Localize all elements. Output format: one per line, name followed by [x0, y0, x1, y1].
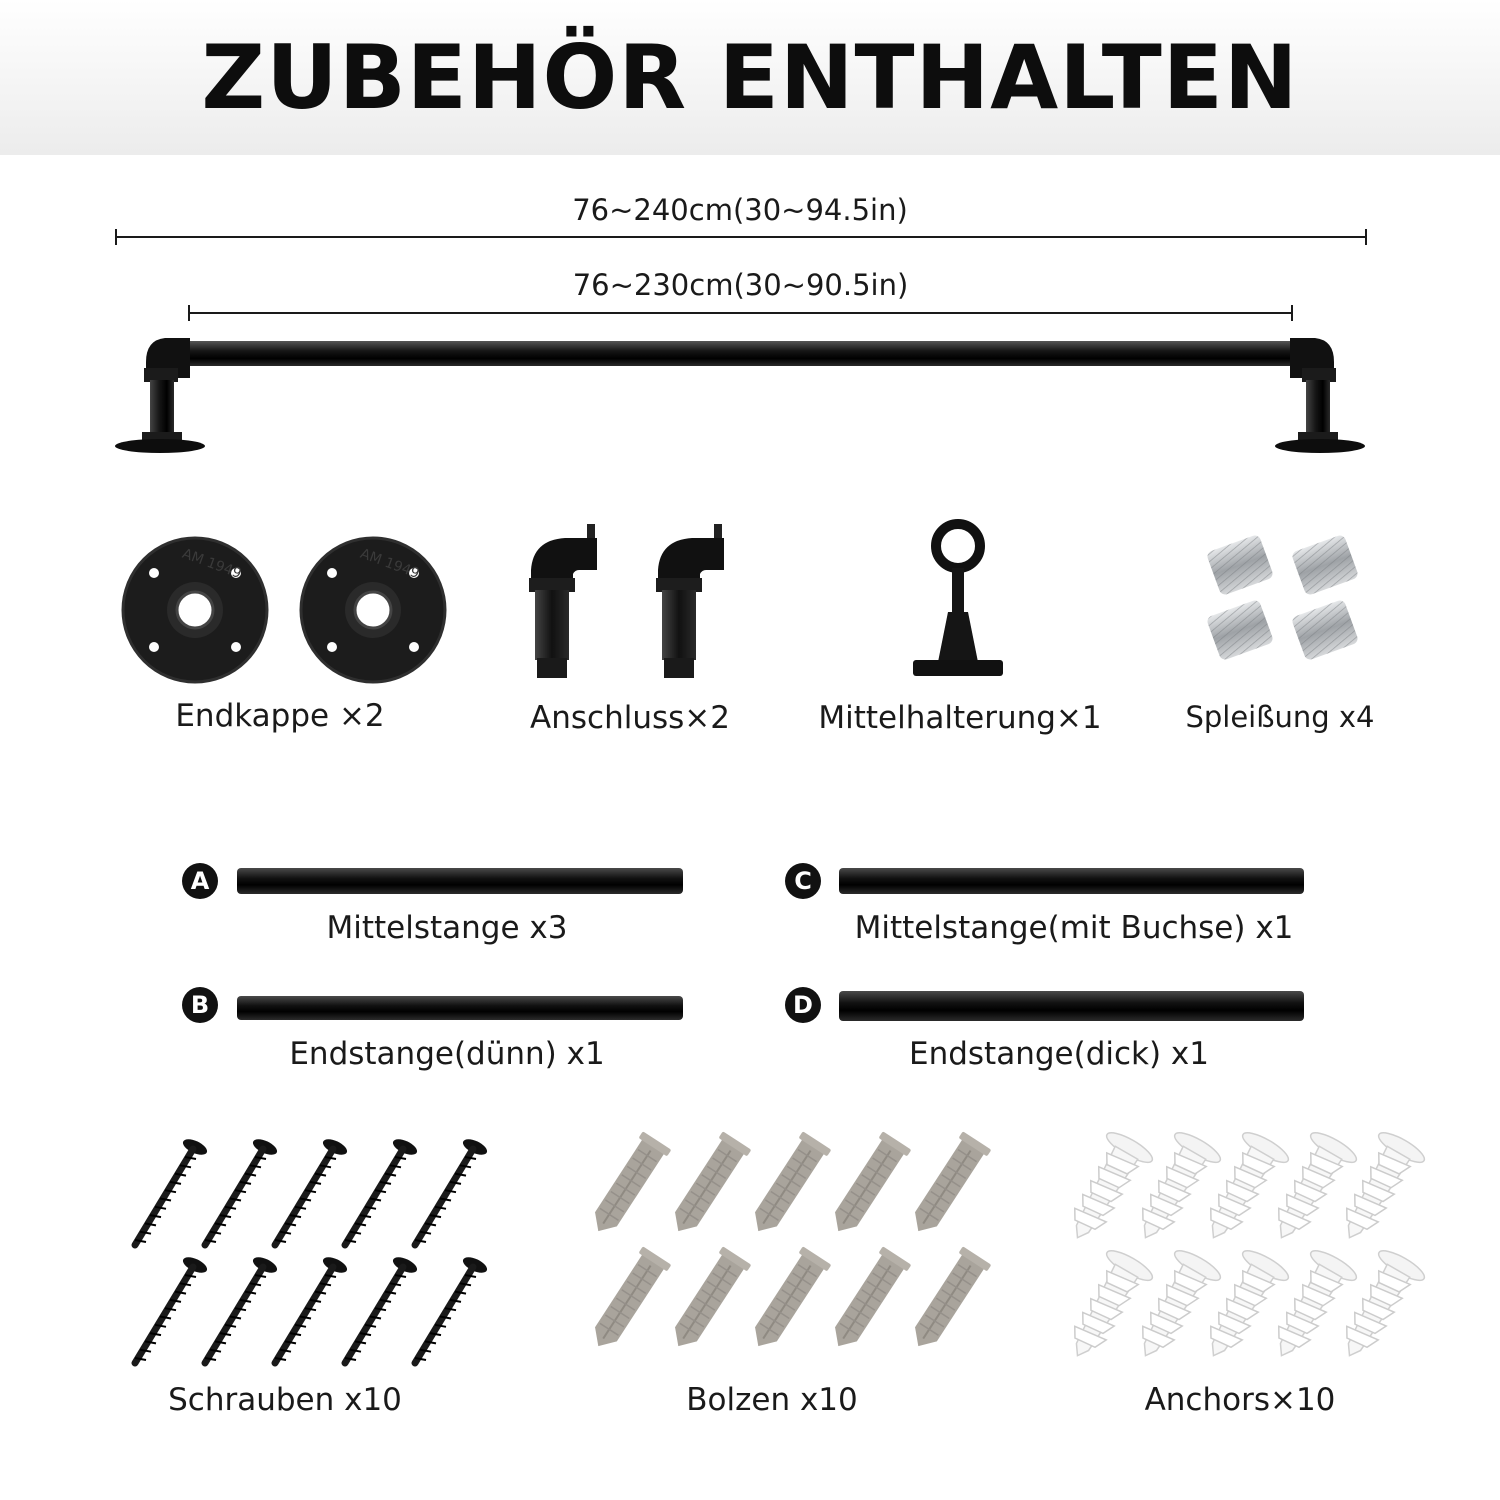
screws-label: Schrauben x10	[168, 1382, 402, 1418]
rod-c-label: Mittelstange(mit Buchse) x1	[854, 910, 1294, 946]
screw-icon	[135, 1254, 209, 1363]
screw-icon	[345, 1254, 419, 1363]
flange-icon	[120, 535, 270, 685]
screw-icon	[275, 1254, 349, 1363]
badge-b: B	[182, 987, 218, 1023]
inner-dimension-label: 76~230cm(30~90.5in)	[572, 268, 909, 302]
rod-a	[237, 868, 683, 894]
screw-icon	[415, 1136, 489, 1245]
wall-plug-icon	[904, 1131, 991, 1240]
badge-c: C	[785, 863, 821, 899]
mittelhalterung-label: Mittelhalterung×1	[818, 700, 1102, 736]
svg-text:AM 1949: AM 1949	[180, 545, 244, 583]
wall-plug-icon	[584, 1246, 671, 1355]
screws-illustration	[125, 1135, 505, 1375]
wall-plug-icon	[744, 1131, 831, 1240]
rod-a-label: Mittelstange x3	[326, 910, 568, 946]
rod-b	[237, 996, 683, 1020]
wall-plug-icon	[664, 1246, 751, 1355]
bolts-illustration	[570, 1135, 990, 1375]
outer-dimension-label: 76~240cm(30~94.5in)	[572, 193, 908, 227]
screw-icon	[345, 1136, 419, 1245]
wall-plug-icon	[664, 1131, 751, 1240]
wall-plug-icon	[744, 1246, 831, 1355]
spleissung-label: Spleißung x4	[1185, 700, 1375, 734]
rod-d	[839, 991, 1304, 1021]
anschluss-label: Anschluss×2	[530, 700, 730, 736]
center-bracket-icon	[908, 512, 1008, 682]
screw-icon	[205, 1254, 279, 1363]
screw-icon	[205, 1136, 279, 1245]
anchors-illustration	[1065, 1135, 1425, 1375]
elbow-connector-icon	[652, 518, 732, 683]
elbow-connector-icon	[525, 518, 605, 683]
rod-b-label: Endstange(dünn) x1	[289, 1036, 605, 1072]
splice-icon	[1200, 530, 1380, 665]
flange-icon	[298, 535, 448, 685]
screw-icon	[415, 1254, 489, 1363]
wall-plug-icon	[824, 1131, 911, 1240]
screw-icon	[275, 1136, 349, 1245]
anchors-label: Anchors×10	[1144, 1382, 1336, 1418]
drywall-anchor-icon	[1055, 1246, 1156, 1369]
drywall-anchor-icon	[1055, 1128, 1156, 1251]
wall-plug-icon	[824, 1246, 911, 1355]
wall-plug-icon	[584, 1131, 671, 1240]
svg-text:AM 1949: AM 1949	[358, 545, 422, 583]
rod-d-label: Endstange(dick) x1	[908, 1036, 1209, 1072]
page-title: ZUBEHÖR ENTHALTEN	[201, 26, 1299, 129]
bolts-label: Bolzen x10	[686, 1382, 858, 1418]
screw-icon	[135, 1136, 209, 1245]
badge-d: D	[785, 987, 821, 1023]
endkappe-label: Endkappe ×2	[175, 698, 385, 734]
rod-c	[839, 868, 1304, 894]
wall-plug-icon	[904, 1246, 991, 1355]
badge-a: A	[182, 863, 218, 899]
